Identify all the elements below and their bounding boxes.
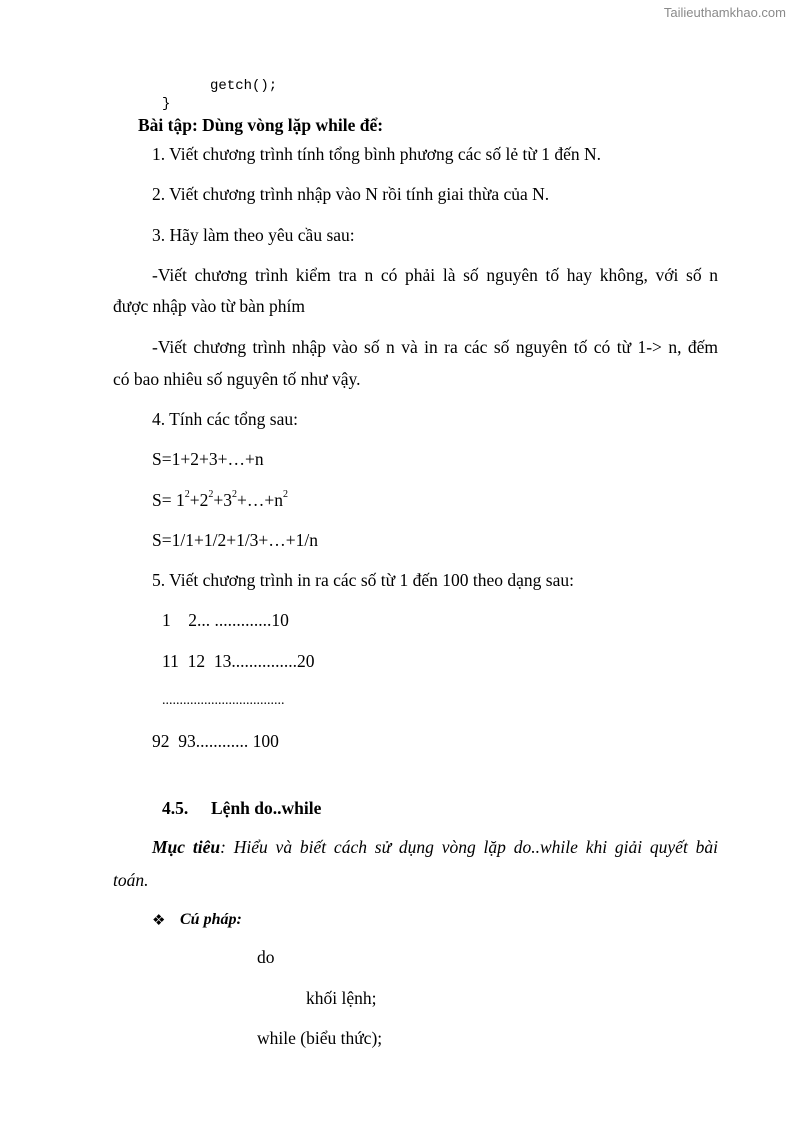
- number-row-4: 92 93............ 100: [152, 731, 279, 751]
- bullet-diamond-icon: ❖: [152, 911, 166, 929]
- number-row-2: 11 12 13...............20: [162, 651, 315, 671]
- exercise-item-1: 1. Viết chương trình tính tổng bình phương các số lẻ từ 1 đến N.: [152, 144, 602, 164]
- sum-formula-2: $S= 1^2+2^2+3^2+\dots+n^2$: [152, 489, 288, 510]
- goal-line-2: toán.: [113, 870, 149, 890]
- goal-line-1: Mục tiêu: Hiểu và biết cách sử dụng vòng lặp do..while khi giải quyết bài: [152, 837, 718, 857]
- exercise-item-5: 5. Viết chương trình in ra các số từ 1 đến 100 theo dạng sau:: [152, 570, 574, 590]
- section-number: 4.5.: [162, 798, 189, 818]
- code-line-getch: getch();: [210, 78, 278, 94]
- exercise-item-3: 3. Hãy làm theo yêu cầu sau:: [152, 225, 355, 245]
- goal-label: Mục tiêu: [152, 837, 221, 857]
- number-row-1: 1 2... .............10: [162, 610, 289, 630]
- exercise-item-3a-line2: được nhập vào từ bàn phím: [113, 296, 306, 316]
- exercise-item-3a-line1: -Viết chương trình kiểm tra n có phải là số nguyên tố hay không, với số n: [152, 265, 718, 285]
- number-row-3: ...................................: [162, 693, 285, 708]
- exercise-item-4: 4. Tính các tổng sau:: [152, 409, 298, 429]
- code-line-close-brace: }: [162, 96, 171, 112]
- exercise-item-3b-line1: -Viết chương trình nhập vào số n và in ra các số nguyên tố có từ 1-> n, đếm: [152, 337, 718, 357]
- watermark: Tailieuthamkhao.com: [663, 5, 786, 20]
- syntax-block: khối lệnh;: [306, 988, 377, 1008]
- section-title: Lệnh do..while: [211, 798, 322, 818]
- exercise-item-2: 2. Viết chương trình nhập vào N rồi tính giai thừa của N.: [152, 184, 550, 204]
- syntax-do: do: [257, 947, 275, 967]
- exercise-heading: Bài tập: Dùng vòng lặp while để:: [138, 115, 384, 135]
- syntax-label: Cú pháp:: [180, 911, 242, 928]
- sum-formula-1: S=1+2+3+…+n: [152, 449, 264, 469]
- exercise-item-3b-line2: có bao nhiêu số nguyên tố như vậy.: [113, 369, 361, 389]
- syntax-while: while (biểu thức);: [257, 1028, 383, 1048]
- sum-formula-3: S=1/1+1/2+1/3+…+1/n: [152, 530, 319, 550]
